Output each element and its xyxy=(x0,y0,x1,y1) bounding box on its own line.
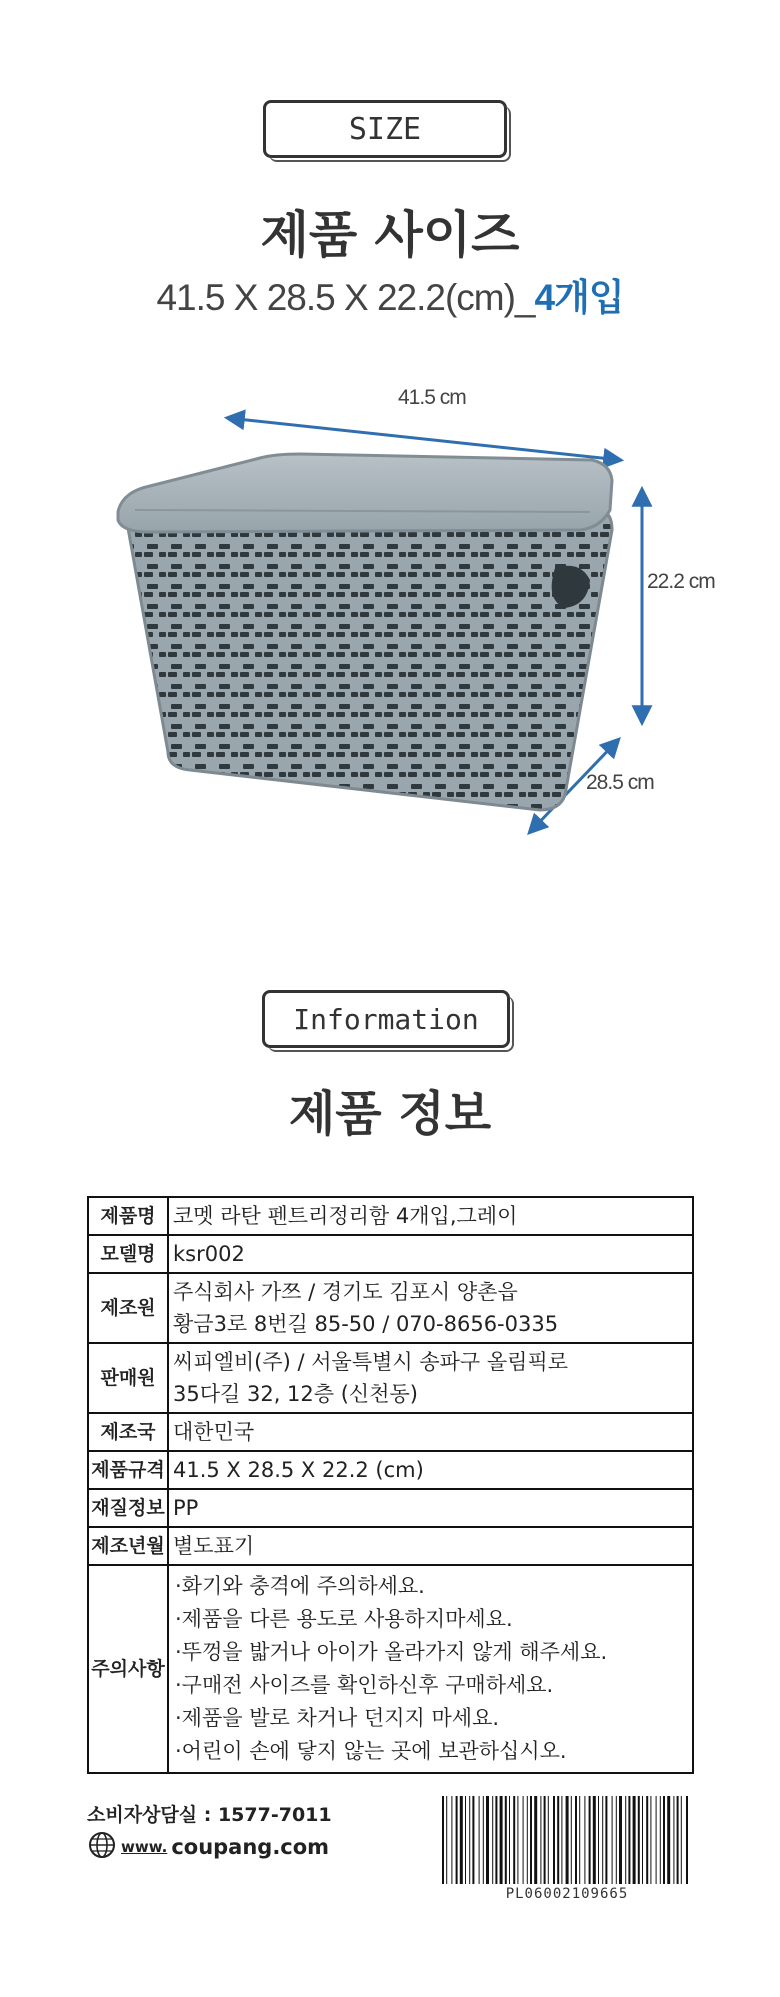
website xyxy=(87,1830,329,1864)
barcode-bar xyxy=(509,1796,510,1884)
caution-item: ·제품을 다른 용도로 사용하지마세요. xyxy=(175,1607,513,1631)
barcode-bar xyxy=(584,1796,585,1884)
barcode-bar xyxy=(605,1796,607,1884)
barcode-bar xyxy=(681,1796,682,1884)
globe-icon xyxy=(87,1830,117,1864)
height-label: 22.2 cm xyxy=(647,570,715,593)
table-row xyxy=(88,1565,693,1773)
basket-lid xyxy=(118,454,612,532)
table-row xyxy=(88,1489,693,1527)
row-value: 41.5 X 28.5 X 22.2 (cm) xyxy=(168,1451,693,1489)
barcode-bar xyxy=(667,1796,670,1884)
product-illustration xyxy=(0,360,780,840)
barcode-bar xyxy=(571,1796,572,1884)
barcode-bar xyxy=(656,1796,657,1884)
table-row xyxy=(88,1527,693,1565)
barcode-bar xyxy=(460,1796,463,1884)
row-value-line: 35다길 32, 12층 (신천동) xyxy=(173,1382,418,1406)
barcode-bar xyxy=(616,1796,617,1884)
row-value xyxy=(168,1273,693,1343)
row-label: 제조국 xyxy=(88,1413,168,1451)
caution-label: 주의사항 xyxy=(88,1565,168,1773)
information-badge xyxy=(262,990,510,1048)
row-value-line: 씨피엘비(주) / 서울특별시 송파구 올림픽로 xyxy=(173,1350,569,1374)
barcode-bar xyxy=(548,1796,549,1884)
barcode-bar xyxy=(686,1796,688,1884)
row-value-line: 주식회사 가쯔 / 경기도 김포시 양촌읍 xyxy=(173,1280,518,1304)
size-quantity: 4개입 xyxy=(534,277,624,318)
size-dimensions-text: 41.5 X 28.5 X 22.2(cm)_ xyxy=(156,277,535,318)
row-value: ksr002 xyxy=(168,1235,693,1273)
width-label: 41.5 cm xyxy=(398,386,466,409)
barcode-bar xyxy=(523,1796,524,1884)
row-label: 판매원 xyxy=(88,1343,168,1413)
barcode-bar xyxy=(673,1796,674,1884)
size-subtitle xyxy=(0,267,780,321)
barcode-bar xyxy=(479,1796,480,1884)
barcode-bar xyxy=(534,1796,537,1884)
www-prefix: www. xyxy=(121,1838,168,1856)
information-badge-label: Information xyxy=(293,1002,479,1036)
barcode-bar xyxy=(446,1796,447,1884)
barcode xyxy=(440,1796,694,1886)
caution-item: ·제품을 발로 차거나 던지지 마세요. xyxy=(175,1706,500,1730)
barcode-bar xyxy=(612,1796,613,1884)
depth-label: 28.5 cm xyxy=(586,771,654,794)
row-label: 모델명 xyxy=(88,1235,168,1273)
barcode-bar xyxy=(642,1796,643,1884)
barcode-bar xyxy=(598,1796,599,1884)
barcode-bar xyxy=(469,1796,470,1884)
product-info-table xyxy=(87,1196,694,1774)
barcode-bar xyxy=(566,1796,569,1884)
barcode-bar xyxy=(451,1796,452,1884)
barcode-bar xyxy=(492,1796,493,1884)
barcode-bar xyxy=(483,1796,484,1884)
barcode-bar xyxy=(486,1796,489,1884)
barcode-bar xyxy=(527,1796,528,1884)
row-value: 대한민국 xyxy=(168,1413,693,1451)
row-label: 제품명 xyxy=(88,1197,168,1235)
row-value: 별도표기 xyxy=(168,1527,693,1565)
barcode-bar xyxy=(677,1796,679,1884)
row-label: 제품규격 xyxy=(88,1451,168,1489)
barcode-bar xyxy=(544,1796,546,1884)
barcode-bar xyxy=(557,1796,559,1884)
row-label: 제조원 xyxy=(88,1273,168,1343)
barcode-bar xyxy=(465,1796,466,1884)
caution-list xyxy=(168,1565,693,1773)
barcode-bar xyxy=(650,1796,651,1884)
row-value: 코멧 라탄 펜트리정리함 4개입,그레이 xyxy=(168,1197,693,1235)
barcode-bar xyxy=(505,1796,507,1884)
row-value-line: 황금3로 8번길 85-50 / 070-8656-0335 xyxy=(173,1312,559,1336)
row-label: 제조년월 xyxy=(88,1527,168,1565)
barcode-bar xyxy=(472,1796,474,1884)
barcode-bar xyxy=(495,1796,497,1884)
barcode-bar xyxy=(663,1796,665,1884)
barcode-bar xyxy=(593,1796,596,1884)
barcode-bar xyxy=(540,1796,541,1884)
barcode-bar xyxy=(589,1796,591,1884)
customer-service-phone: 소비자상담실 : 1577-7011 xyxy=(87,1804,332,1826)
barcode-bar xyxy=(633,1796,636,1884)
barcode-bar xyxy=(442,1796,444,1884)
table-row xyxy=(88,1451,693,1489)
barcode-bar xyxy=(646,1796,648,1884)
barcode-bar xyxy=(553,1796,555,1884)
website-domain: coupang.com xyxy=(171,1835,330,1859)
table-row xyxy=(88,1413,693,1451)
barcode-bar xyxy=(561,1796,562,1884)
row-value xyxy=(168,1343,693,1413)
size-title: 제품 사이즈 xyxy=(260,206,520,264)
row-value: PP xyxy=(168,1489,693,1527)
table-row xyxy=(88,1273,693,1343)
size-badge xyxy=(263,100,507,158)
row-label: 재질정보 xyxy=(88,1489,168,1527)
barcode-bar xyxy=(456,1796,458,1884)
barcode-bar xyxy=(513,1796,515,1884)
caution-item: ·뚜껑을 밟거나 아이가 올라가지 않게 해주세요. xyxy=(175,1640,608,1664)
caution-item: ·어린이 손에 닿지 않는 곳에 보관하십시오. xyxy=(175,1739,567,1763)
barcode-bar xyxy=(619,1796,622,1884)
barcode-bar xyxy=(602,1796,603,1884)
barcode-bar xyxy=(530,1796,532,1884)
table-row xyxy=(88,1343,693,1413)
barcode-bar xyxy=(625,1796,626,1884)
caution-item: ·화기와 충격에 주의하세요. xyxy=(175,1574,425,1598)
barcode-bar xyxy=(517,1796,518,1884)
barcode-bar xyxy=(500,1796,503,1884)
barcode-number: PL06002109665 xyxy=(505,1886,629,1902)
barcode-bar xyxy=(579,1796,580,1884)
barcode-bar xyxy=(628,1796,630,1884)
size-badge-label: SIZE xyxy=(348,111,422,147)
barcode-bar xyxy=(575,1796,577,1884)
basket-body xyxy=(128,510,612,810)
information-title: 제품 정보 xyxy=(288,1086,492,1142)
table-row xyxy=(88,1235,693,1273)
barcode-bar xyxy=(638,1796,640,1884)
table-row xyxy=(88,1197,693,1235)
caution-item: ·구매전 사이즈를 확인하신후 구매하세요. xyxy=(175,1673,554,1697)
barcode-bar xyxy=(660,1796,661,1884)
